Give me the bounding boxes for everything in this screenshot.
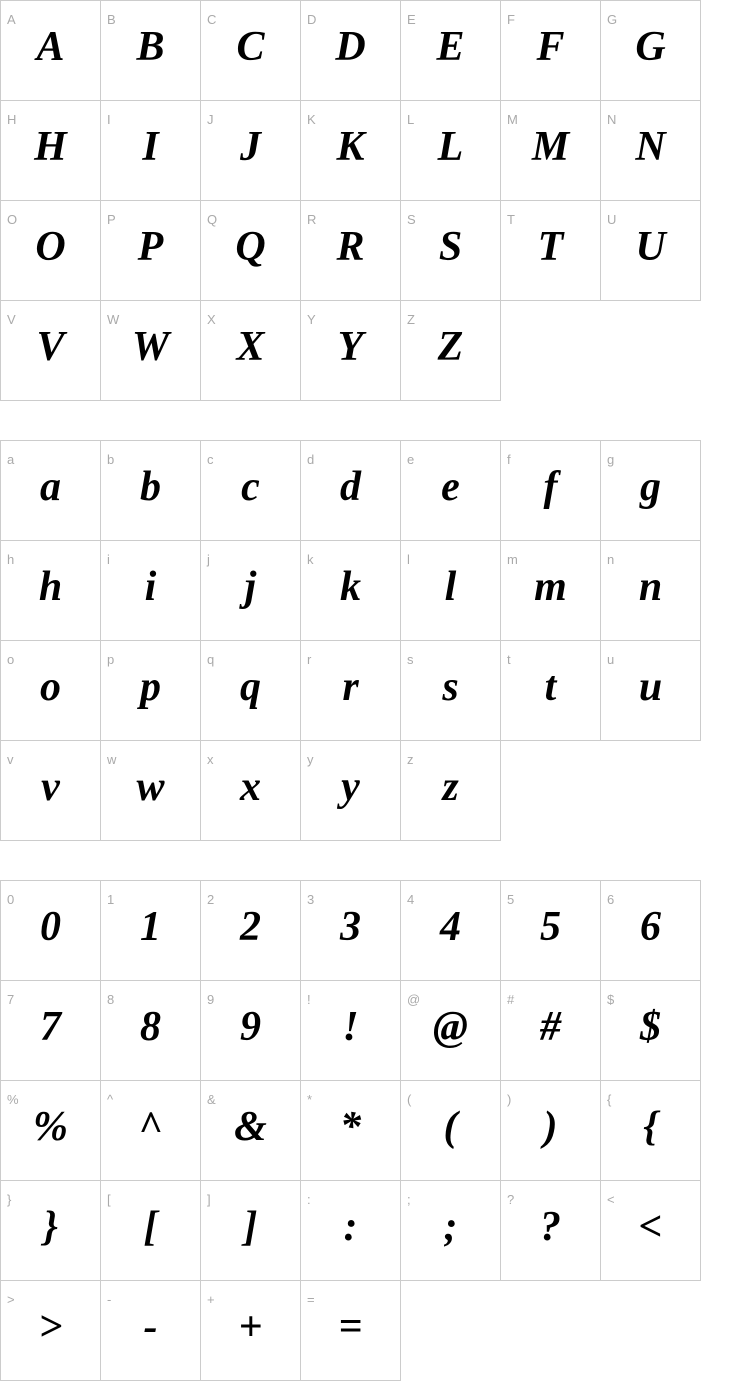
cell-glyph: % (33, 1103, 68, 1150)
cell-label: 3 (307, 892, 315, 907)
cell-label: s (407, 652, 414, 667)
cell-glyph: H (34, 123, 67, 170)
cell-label: z (407, 752, 414, 767)
charmap-cell (201, 981, 301, 1081)
charmap-cell (401, 1181, 501, 1281)
charmap-cell (501, 441, 601, 541)
cell-label: p (107, 652, 115, 667)
charmap-cell (1, 1281, 101, 1381)
charmap-cell (501, 1081, 601, 1181)
cell-label: P (107, 212, 116, 227)
cell-glyph: ! (342, 1003, 359, 1050)
cell-label: : (307, 1192, 311, 1207)
charmap-cell (601, 1081, 701, 1181)
cell-label: [ (107, 1192, 111, 1207)
cell-glyph: k (340, 563, 361, 610)
cell-label: c (207, 452, 214, 467)
cell-label: F (507, 12, 515, 27)
cell-label: V (7, 312, 16, 327)
cell-glyph: @ (433, 1003, 468, 1050)
cell-label: w (107, 752, 117, 767)
cell-glyph: d (340, 463, 361, 510)
charmap-cell (601, 641, 701, 741)
charmap-cell (301, 881, 401, 981)
cell-label: ) (507, 1092, 512, 1107)
charmap-cell (1, 301, 101, 401)
charmap-cell (1, 741, 101, 841)
cell-label: 1 (107, 892, 115, 907)
cell-label: T (507, 212, 515, 227)
cell-label: 0 (7, 892, 15, 907)
cell-label: Y (307, 312, 316, 327)
cell-label: ^ (107, 1092, 114, 1107)
cell-glyph: 8 (140, 1003, 161, 1050)
charmap-cell (201, 101, 301, 201)
cell-label: C (207, 12, 217, 27)
cell-label: E (407, 12, 416, 27)
charmap-cell (601, 201, 701, 301)
cell-label: n (607, 552, 615, 567)
charmap-cell (601, 1, 701, 101)
cell-label: r (307, 652, 312, 667)
charmap-cell (401, 441, 501, 541)
charmap-cell (201, 301, 301, 401)
cell-glyph: O (35, 223, 66, 270)
cell-glyph: X (236, 323, 265, 370)
cell-label: q (207, 652, 215, 667)
cell-label: M (507, 112, 518, 127)
charmap-cell (301, 1081, 401, 1181)
cell-label: v (7, 752, 14, 767)
cell-glyph: U (635, 223, 666, 270)
cell-label: ; (407, 1192, 411, 1207)
charmap-cell (201, 881, 301, 981)
cell-label: X (207, 312, 216, 327)
cell-label: - (107, 1292, 112, 1307)
cell-label: e (407, 452, 415, 467)
charmap-cell (301, 101, 401, 201)
cell-label: B (107, 12, 116, 27)
cell-glyph: G (635, 23, 666, 70)
charmap-cell (1, 201, 101, 301)
charmap-cell (501, 881, 601, 981)
cell-glyph: s (442, 663, 459, 710)
cell-glyph: * (340, 1103, 361, 1150)
charmap-row (1, 981, 701, 1081)
charmap-cell (301, 1181, 401, 1281)
cell-glyph: 5 (540, 903, 561, 950)
charmap-cell (401, 981, 501, 1081)
charmap-cell (1, 1181, 101, 1281)
cell-label: t (507, 652, 511, 667)
charmap-cell (201, 1181, 301, 1281)
cell-label: N (607, 112, 617, 127)
cell-label: { (607, 1092, 612, 1107)
cell-label: b (107, 452, 115, 467)
charmap-cell (1, 1, 101, 101)
cell-glyph: 4 (440, 903, 461, 950)
charmap-cell (401, 741, 501, 841)
charmap-row (1, 881, 701, 981)
charmap-cell (201, 441, 301, 541)
cell-glyph: Q (235, 223, 266, 270)
cell-glyph: [ (143, 1203, 158, 1250)
cell-glyph: ? (540, 1203, 561, 1250)
charmap-cell (101, 1181, 201, 1281)
charmap-cell (501, 201, 601, 301)
charmap-cell (301, 301, 401, 401)
charmap-cell (101, 1281, 201, 1381)
cell-glyph: u (638, 663, 663, 710)
cell-glyph: Y (337, 323, 364, 370)
cell-label: i (107, 552, 110, 567)
charmap-row (1, 201, 701, 301)
charmap-row (1, 1081, 701, 1181)
cell-glyph: - (143, 1303, 158, 1350)
charmap-cell (301, 441, 401, 541)
cell-label: 9 (207, 992, 215, 1007)
cell-glyph: F (536, 23, 565, 70)
charmap-row (1, 1281, 701, 1381)
charmap-cell (101, 981, 201, 1081)
charmap-cell (401, 881, 501, 981)
cell-glyph: j (244, 563, 257, 610)
cell-glyph: 9 (240, 1003, 261, 1050)
charmap-cell (501, 641, 601, 741)
cell-label: 6 (607, 892, 615, 907)
cell-glyph: y (341, 763, 360, 810)
cell-label: o (7, 652, 15, 667)
cell-glyph: o (40, 663, 61, 710)
cell-glyph: P (137, 223, 164, 270)
charmap-row (1, 1181, 701, 1281)
charmap-row (1, 441, 701, 541)
cell-label: 7 (7, 992, 15, 1007)
cell-glyph: 1 (140, 903, 161, 950)
charmap-row (1, 1, 701, 101)
cell-glyph: w (136, 763, 165, 810)
cell-glyph: V (36, 323, 65, 370)
charmap-cell (401, 101, 501, 201)
cell-glyph: a (40, 463, 61, 510)
charmap-cell (101, 881, 201, 981)
cell-glyph: = (338, 1303, 363, 1350)
cell-glyph: C (236, 23, 265, 70)
cell-glyph: n (638, 563, 663, 610)
cell-label: + (207, 1292, 215, 1307)
cell-label: # (507, 992, 515, 1007)
charmap-cell (301, 201, 401, 301)
cell-label: O (7, 212, 18, 227)
charmap-cell (201, 1081, 301, 1181)
cell-label: ( (407, 1092, 412, 1107)
charmap-cell (601, 101, 701, 201)
cell-glyph: 6 (640, 903, 661, 950)
charmap-cell (1, 981, 101, 1081)
cell-label: * (307, 1092, 313, 1107)
cell-label: G (607, 12, 618, 27)
cell-label: 2 (207, 892, 215, 907)
cell-glyph: D (335, 23, 366, 70)
cell-glyph: N (635, 123, 666, 170)
charmap-grid-lowercase (0, 440, 701, 841)
cell-glyph: m (534, 563, 567, 610)
charmap-cell (101, 301, 201, 401)
charmap-cell (401, 541, 501, 641)
cell-glyph: i (144, 563, 157, 610)
cell-glyph: ; (443, 1203, 458, 1250)
cell-glyph: # (540, 1003, 561, 1050)
cell-glyph: B (136, 23, 165, 70)
charmap-cell (401, 201, 501, 301)
cell-glyph: ] (243, 1203, 258, 1250)
cell-label: 5 (507, 892, 515, 907)
cell-glyph: + (238, 1303, 263, 1350)
cell-glyph: $ (640, 1003, 661, 1050)
cell-glyph: S (438, 223, 463, 270)
cell-glyph: e (441, 463, 460, 510)
charmap-cell (1, 541, 101, 641)
cell-glyph: g (640, 463, 661, 510)
charmap-cell (1, 101, 101, 201)
charmap-cell (401, 641, 501, 741)
charmap-cell (501, 101, 601, 201)
cell-label: g (607, 452, 615, 467)
charmap-cell (301, 641, 401, 741)
charmap-cell (601, 881, 701, 981)
charmap-cell (101, 641, 201, 741)
charmap-cell (101, 201, 201, 301)
cell-label: J (207, 112, 214, 127)
cell-label: x (207, 752, 214, 767)
cell-glyph: h (38, 563, 63, 610)
cell-glyph: > (38, 1303, 63, 1350)
charmap-cell (301, 1281, 401, 1381)
charmap-cell (201, 1, 301, 101)
cell-label: I (107, 112, 111, 127)
cell-label: Q (207, 212, 218, 227)
cell-glyph: p (140, 663, 161, 710)
cell-glyph: z (442, 763, 459, 810)
cell-glyph: L (437, 123, 464, 170)
charmap-row (1, 541, 701, 641)
charmap-cell (101, 541, 201, 641)
cell-glyph: & (234, 1103, 267, 1150)
cell-label: D (307, 12, 317, 27)
cell-label: ! (307, 992, 311, 1007)
cell-label: A (7, 12, 16, 27)
cell-glyph: R (336, 223, 365, 270)
cell-label: L (407, 112, 415, 127)
charmap-cell (201, 741, 301, 841)
charmap-row (1, 641, 701, 741)
cell-glyph: < (638, 1203, 663, 1250)
charmap-cell (101, 101, 201, 201)
cell-label: R (307, 212, 317, 227)
charmap-cell (301, 981, 401, 1081)
cell-glyph: : (343, 1203, 358, 1250)
cell-label: d (307, 452, 315, 467)
charmap-cell (501, 1181, 601, 1281)
cell-label: K (307, 112, 316, 127)
cell-label: a (7, 452, 15, 467)
cell-glyph: K (336, 123, 365, 170)
cell-label: m (507, 552, 518, 567)
cell-label: ? (507, 1192, 515, 1207)
cell-label: ] (207, 1192, 211, 1207)
cell-label: } (7, 1192, 12, 1207)
cell-glyph: f (543, 463, 558, 510)
cell-label: l (407, 552, 410, 567)
cell-label: W (107, 312, 120, 327)
charmap-row (1, 101, 701, 201)
cell-label: H (7, 112, 17, 127)
charmap-cell (601, 981, 701, 1081)
charmap-cell (1, 441, 101, 541)
charmap-cell (201, 1281, 301, 1381)
cell-glyph: ( (443, 1103, 458, 1150)
charmap-cell (401, 1081, 501, 1181)
charmap-cell (401, 1, 501, 101)
cell-label: Z (407, 312, 415, 327)
cell-glyph: 0 (40, 903, 61, 950)
charmap-grid-uppercase (0, 0, 701, 401)
cell-label: u (607, 652, 615, 667)
charmap-cell (301, 741, 401, 841)
charmap-cell (1, 1081, 101, 1181)
charmap-cell (101, 1081, 201, 1181)
charmap-cell (501, 1, 601, 101)
charmap-row (1, 741, 701, 841)
cell-label: 8 (107, 992, 115, 1007)
cell-glyph: l (444, 563, 457, 610)
cell-glyph: x (240, 763, 261, 810)
cell-label: = (307, 1292, 315, 1307)
charmap-grid-digits-symbols (0, 880, 701, 1381)
cell-label: S (407, 212, 416, 227)
charmap-cell (201, 541, 301, 641)
cell-label: < (607, 1192, 615, 1207)
charmap-cell (601, 441, 701, 541)
cell-glyph: ) (543, 1103, 558, 1150)
cell-label: k (307, 552, 314, 567)
charmap-cell (101, 1, 201, 101)
cell-label: & (207, 1092, 216, 1107)
cell-label: $ (607, 992, 615, 1007)
cell-glyph: r (342, 663, 359, 710)
cell-label: > (7, 1292, 15, 1307)
cell-glyph: ^ (138, 1103, 163, 1150)
cell-glyph: E (436, 23, 465, 70)
cell-label: U (607, 212, 617, 227)
cell-label: 4 (407, 892, 415, 907)
charmap-cell (101, 741, 201, 841)
cell-glyph: 7 (40, 1003, 61, 1050)
cell-glyph: W (131, 323, 170, 370)
cell-glyph: M (531, 123, 570, 170)
cell-label: @ (407, 992, 421, 1007)
cell-glyph: v (41, 763, 60, 810)
charmap-cell (301, 541, 401, 641)
cell-glyph: A (36, 23, 65, 70)
cell-glyph: } (43, 1203, 58, 1250)
charmap-cell (1, 881, 101, 981)
charmap-cell (301, 1, 401, 101)
charmap-cell (201, 201, 301, 301)
cell-glyph: { (643, 1103, 658, 1150)
cell-label: % (7, 1092, 19, 1107)
cell-glyph: b (140, 463, 161, 510)
cell-label: h (7, 552, 15, 567)
cell-glyph: 2 (240, 903, 261, 950)
charmap-row (1, 301, 701, 401)
cell-label: j (207, 552, 210, 567)
cell-glyph: I (142, 123, 159, 170)
charmap-cell (401, 301, 501, 401)
charmap-cell (201, 641, 301, 741)
charmap-cell (501, 981, 601, 1081)
cell-glyph: T (537, 223, 564, 270)
charmap-cell (501, 541, 601, 641)
cell-glyph: c (241, 463, 260, 510)
cell-glyph: 3 (340, 903, 361, 950)
cell-label: f (507, 452, 511, 467)
cell-label: y (307, 752, 314, 767)
cell-glyph: q (240, 663, 261, 710)
charmap-cell (101, 441, 201, 541)
charmap-cell (1, 641, 101, 741)
charmap-cell (601, 1181, 701, 1281)
charmap-cell (601, 541, 701, 641)
cell-glyph: J (240, 123, 261, 170)
cell-glyph: t (544, 663, 557, 710)
cell-glyph: Z (437, 323, 464, 370)
